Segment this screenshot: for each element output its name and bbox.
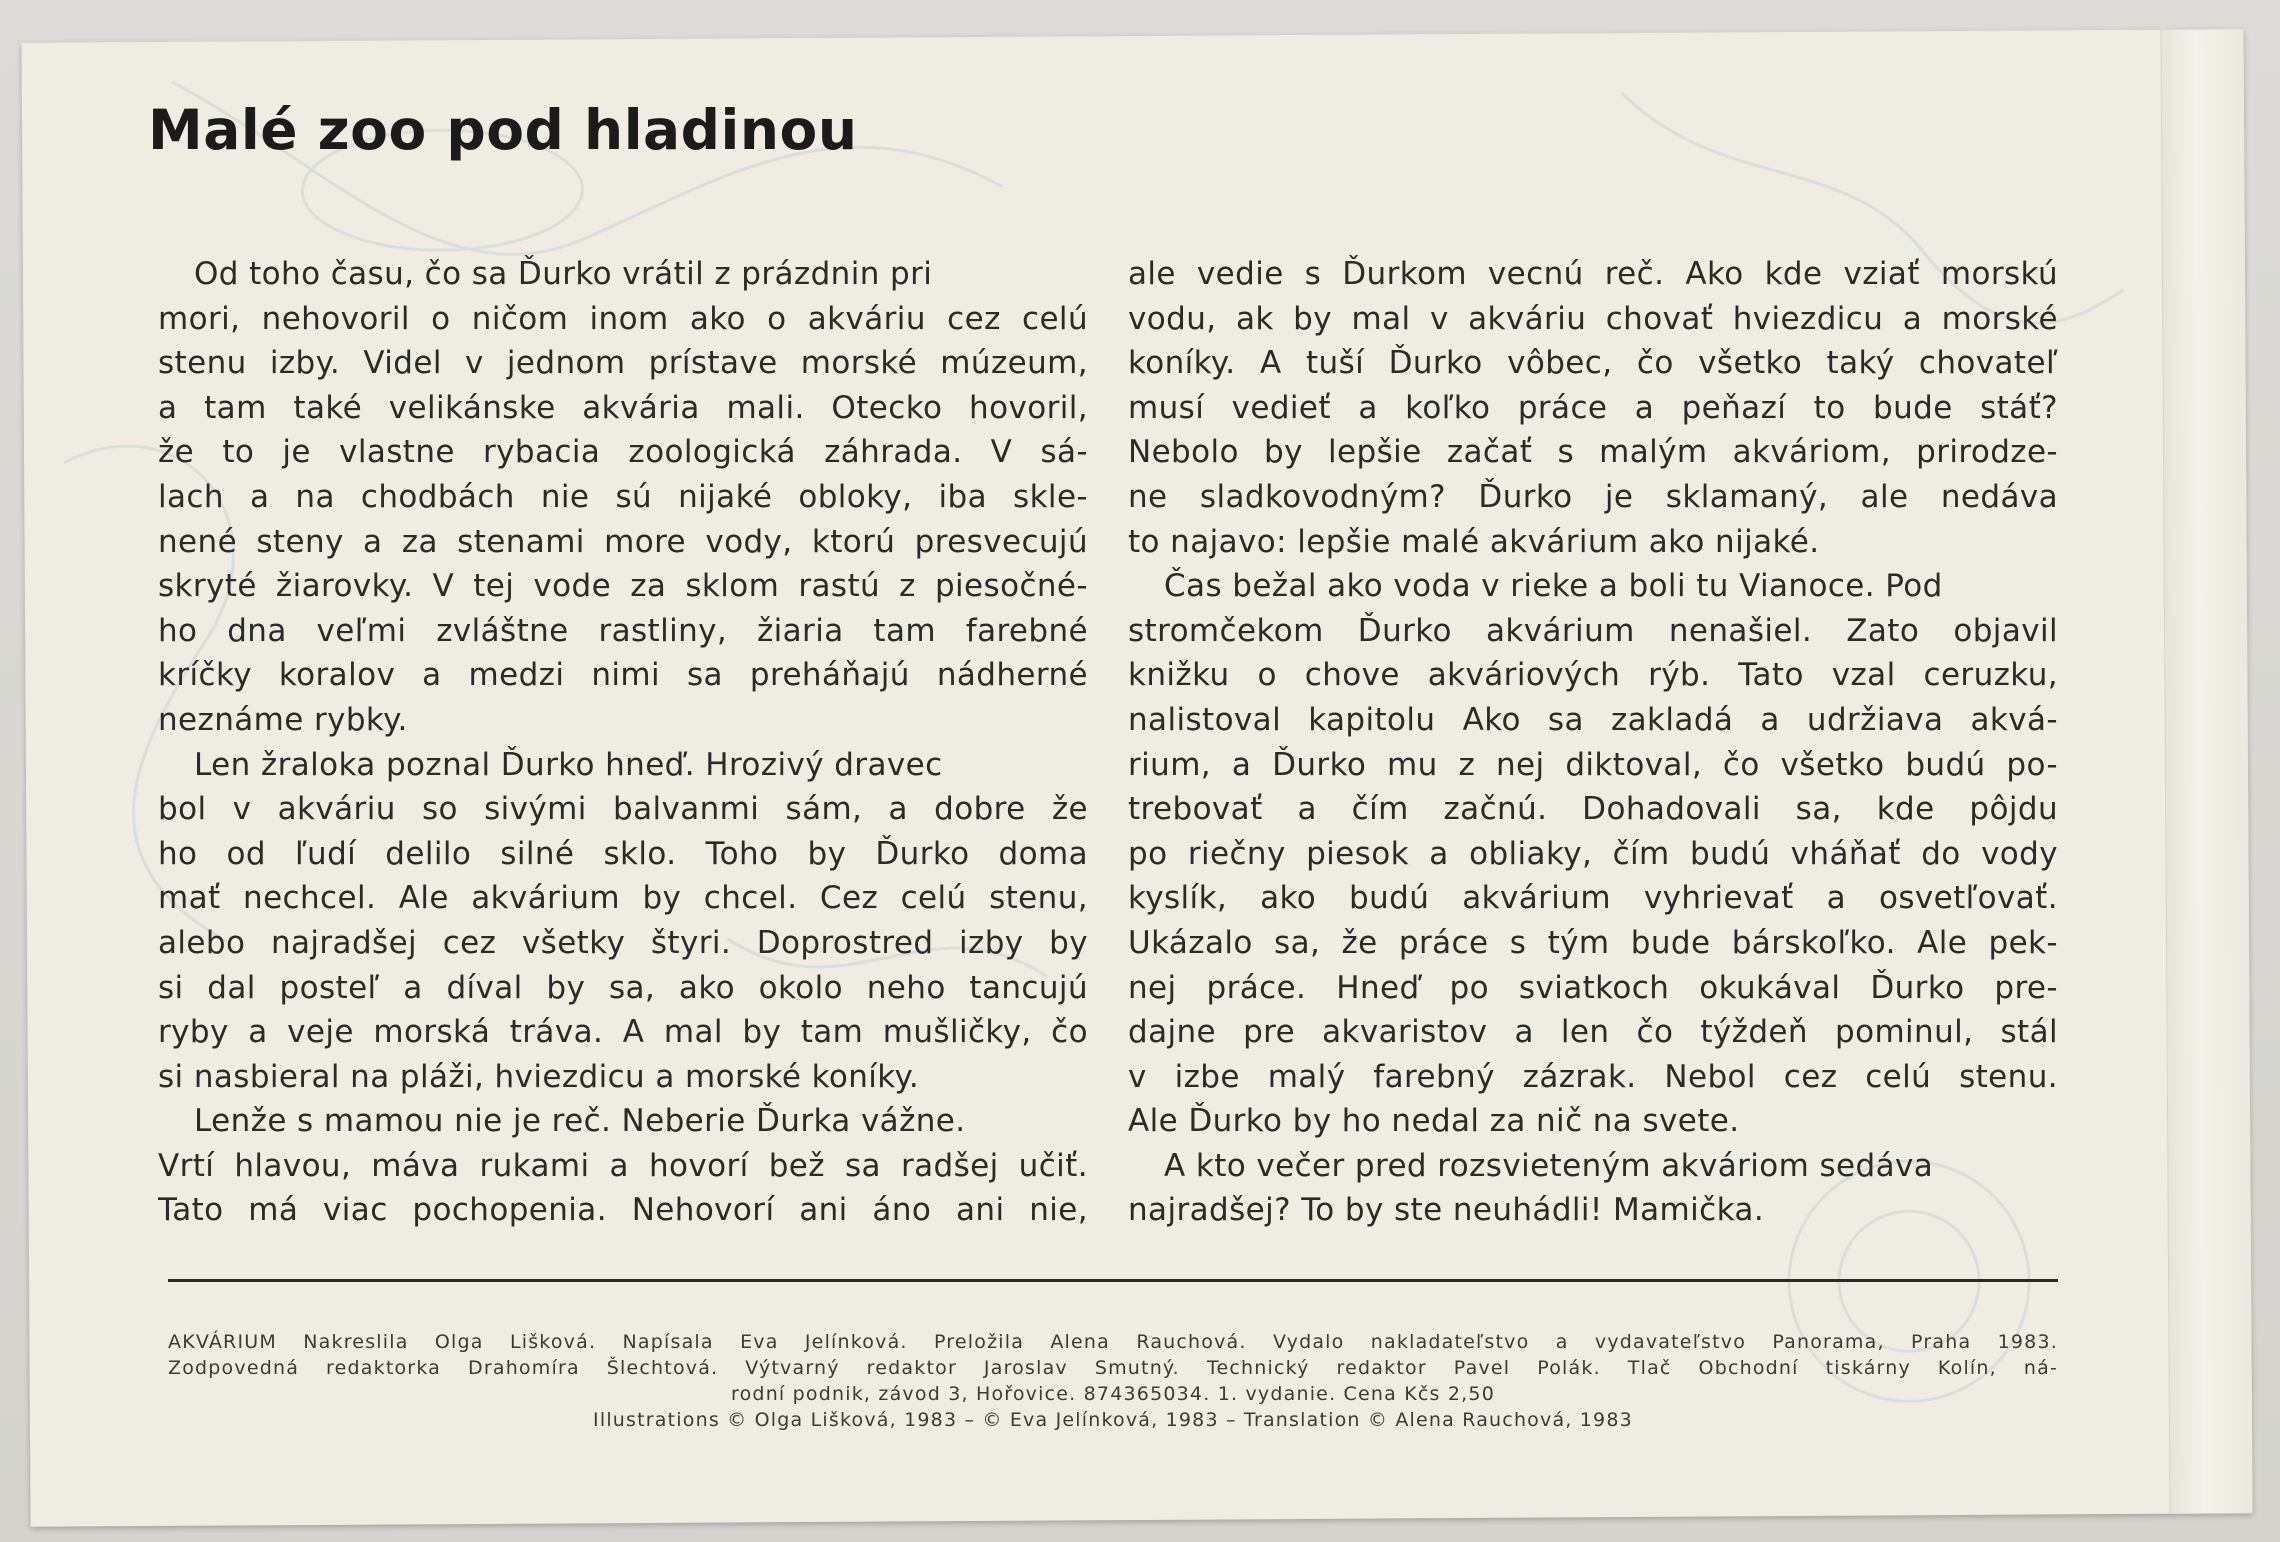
text-line: po riečny piesok a obliaky, čím budú vháňať do vody [1128,835,2058,872]
card-fold-edge [2160,29,2252,1513]
footer-divider [168,1279,2058,1282]
text-line: Tato má viac pochopenia. Nehovorí ani áno ani nie, [158,1192,1088,1229]
text-line: lach a na chodbách nie sú nijaké obloky, iba skle- [158,478,1088,515]
text-line: ryby a veje morská tráva. A mal by tam mušličky, čo [158,1014,1088,1051]
text-line: že to je vlastne rybacia zoologická záhrada. V sá- [158,434,1088,471]
text-line: ho od ľudí delilo silné sklo. Toho by Ďurko doma [158,835,1088,872]
text-line: ne sladkovodným? Ďurko je sklamaný, ale nedáva [1128,478,2058,515]
text-line: kyslík, ako budú akvárium vyhrievať a osvetľovať. [1128,880,2058,917]
text-line: Nebolo by lepšie začať s malým akváriom, prirodze- [1128,434,2058,471]
text-line: trebovať a čím začnú. Dohadovali sa, kde pôjdu [1128,791,2058,828]
text-line: stenu izby. Videl v jednom prístave morské múzeum, [158,345,1088,382]
page-title: Malé zoo pod hladinou [148,98,858,162]
text-line: mať nechcel. Ale akvárium by chcel. Cez celú stenu, [158,880,1088,917]
colophon-line: AKVÁRIUM Nakreslila Olga Lišková. Napísala Eva Jelínková. Preložila Alena Rauchová. Vydalo nakladateľstvo a vydavateľstvo Panorama, Praha 1983. [168,1331,2058,1353]
colophon-line: Zodpovedná redaktorka Drahomíra Šlechtová. Výtvarný redaktor Jaroslav Smutný. Technický redaktor Pavel Polák. Tlač Obchodní tiskárny Kolín, ná- [168,1357,2058,1379]
text-line: Čas bežal ako voda v rieke a boli tu Vianoce. Pod [1164,568,1943,605]
text-line: stromčekom Ďurko akvárium nenašiel. Zato objavil [1128,612,2058,649]
text-line: nej práce. Hneď po sviatkoch okukával Ďurko pre- [1128,969,2058,1006]
text-line: kríčky koralov a medzi nimi sa preháňajú nádherné [158,657,1088,694]
text-line: Len žraloka poznal Ďurko hneď. Hrozivý dravec [194,746,943,783]
text-line: rium, a Ďurko mu z nej diktoval, čo všetko budú po- [1128,746,2058,783]
text-line: koníky. A tuší Ďurko vôbec, čo všetko taký chovateľ [1128,345,2058,382]
colophon-line: Illustrations © Olga Lišková, 1983 – © Eva Jelínková, 1983 – Translation © Alena Rauchová, 1983 [593,1409,1633,1431]
text-line: Vrtí hlavou, máva rukami a hovorí bež sa radšej učiť. [158,1147,1088,1184]
text-line: Lenže s mamou nie je reč. Neberie Ďurka vážne. [194,1103,966,1140]
text-line: v izbe malý farebný zázrak. Nebol cez celú stenu. [1128,1058,2058,1095]
text-line: dajne pre akvaristov a len čo týždeň pominul, stál [1128,1014,2058,1051]
text-line: nené steny a za stenami more vody, ktorú presvecujú [158,523,1088,560]
text-line: skryté žiarovky. V tej vode za sklom rastú z piesočné- [158,568,1088,605]
text-line: knižku o chove akváriových rýb. Tato vzal ceruzku, [1128,657,2058,694]
text-line: alebo najradšej cez všetky štyri. Doprostred izby by [158,924,1088,961]
text-line: mori, nehovoril o ničom inom ako o akváriu cez celú [158,300,1088,337]
text-line: si dal posteľ a díval by sa, ako okolo neho tancujú [158,969,1088,1006]
text-line: Ukázalo sa, že práce s tým bude bárskoľko. Ale pek- [1128,924,2058,961]
text-line: ale vedie s Ďurkom vecnú reč. Ako kde vziať morskú [1128,256,2058,292]
text-line: a tam také velikánske akvária mali. Otecko hovoril, [158,389,1088,426]
text-line: bol v akváriu so sivými balvanmi sám, a dobre že [158,791,1088,828]
text-line: A kto večer pred rozsvieteným akváriom sedáva [1164,1147,1934,1184]
text-line: Ale Ďurko by ho nedal za nič na svete. [1128,1103,1740,1140]
text-column-right [1128,252,2058,1233]
text-line: musí vedieť a koľko práce a peňazí to bude stáť? [1128,389,2058,426]
text-line: ho dna veľmi zvláštne rastliny, žiaria tam farebné [158,612,1088,649]
colophon [168,1329,2058,1433]
text-line: si nasbieral na pláži, hviezdicu a morské koníky. [158,1058,920,1095]
text-line: najradšej? To by ste neuhádli! Mamička. [1128,1192,1765,1229]
text-line: to najavo: lepšie malé akvárium ako nijaké. [1128,523,1820,560]
text-line: nalistoval kapitolu Ako sa zakladá a udržiava akvá- [1128,701,2058,738]
text-column-left [158,252,1088,1233]
colophon-line: rodní podnik, závod 3, Hořovice. 874365034. 1. vydanie. Cena Kčs 2,50 [731,1383,1495,1405]
text-line: Od toho času, čo sa Ďurko vrátil z prázdnin pri [194,256,933,292]
text-line: neznáme rybky. [158,701,408,738]
text-line: vodu, ak by mal v akváriu chovať hviezdicu a morské [1128,300,2058,337]
